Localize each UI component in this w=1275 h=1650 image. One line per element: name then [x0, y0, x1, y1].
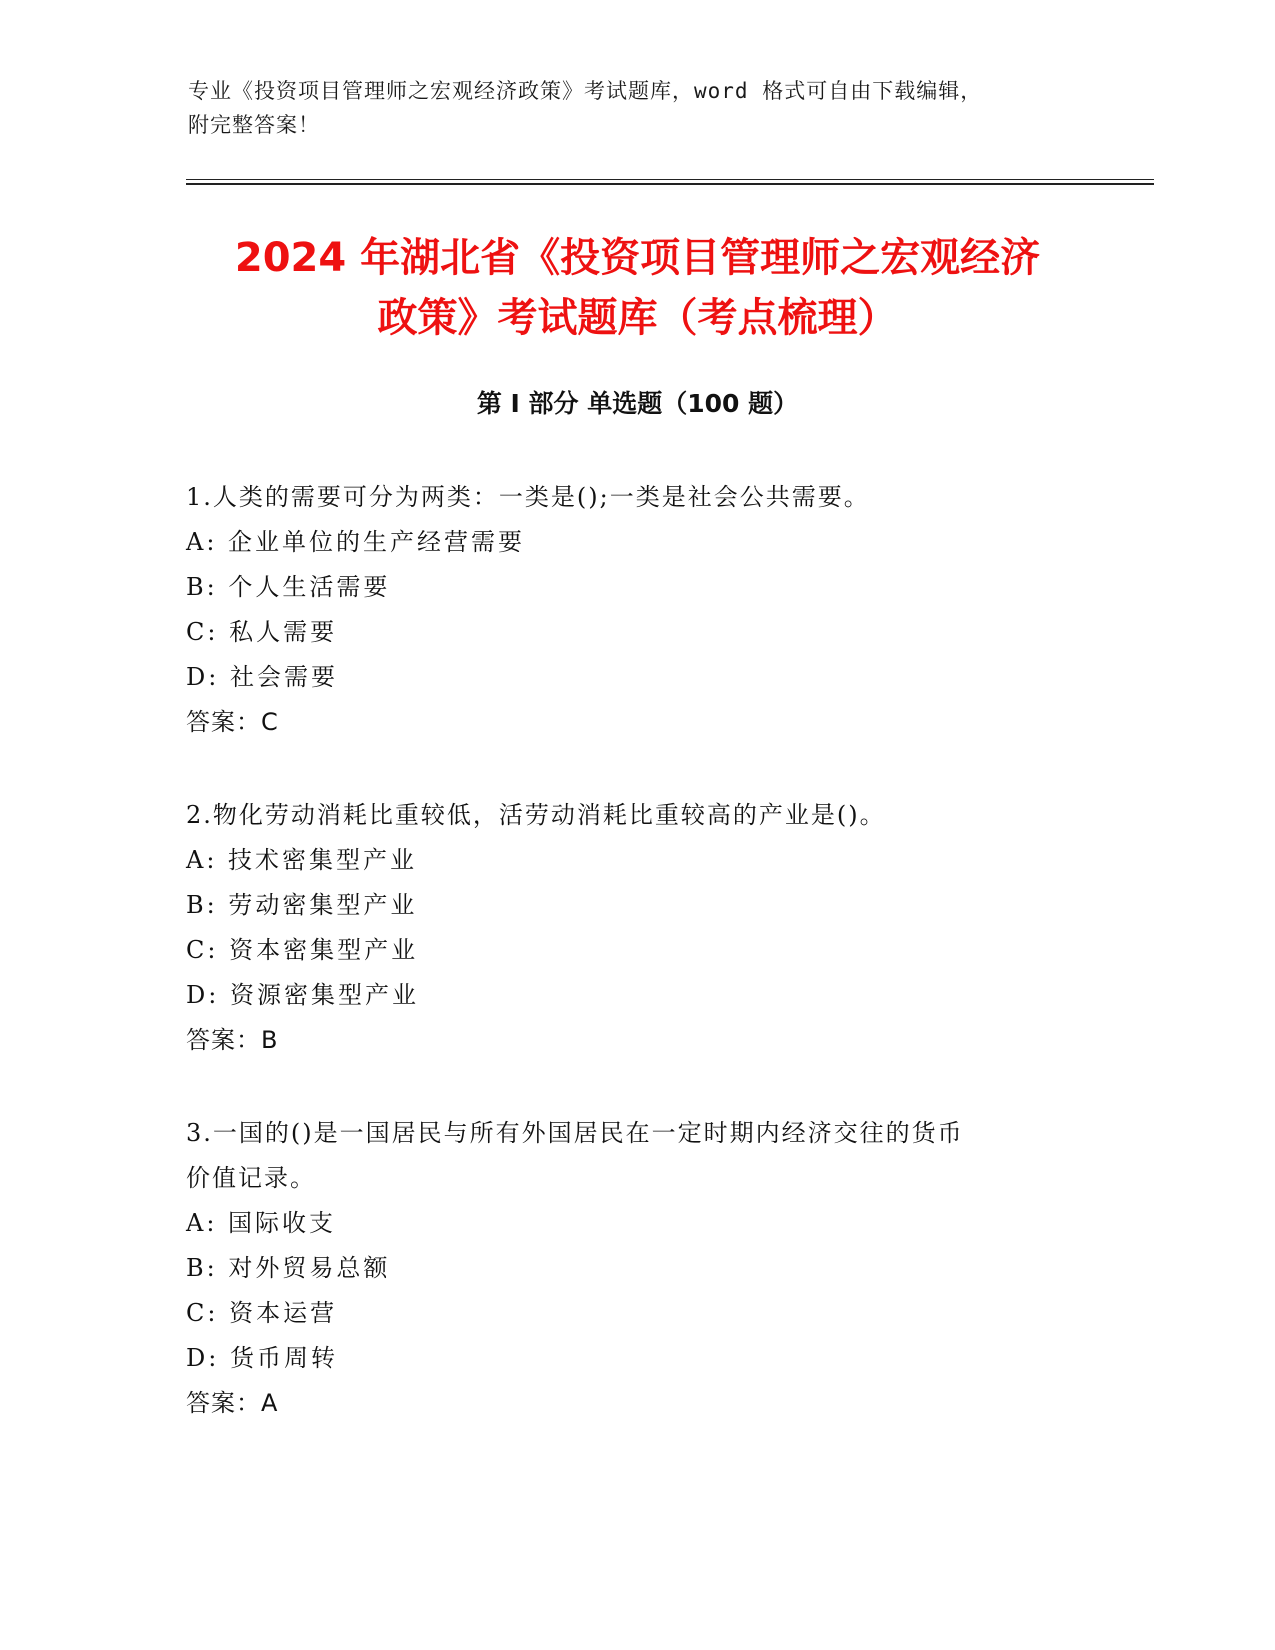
header-note-line-2: 附完整答案！: [188, 113, 320, 137]
question-2: [186, 793, 1086, 1063]
answer: 答案：C: [186, 708, 279, 736]
header-note: [188, 74, 1068, 142]
section-heading: 第 I 部分 单选题（100 题）: [476, 389, 799, 418]
option-c: C: 资本运营: [186, 1299, 338, 1327]
option-c: C: 私人需要: [186, 618, 338, 646]
option-d: D: 货币周转: [186, 1344, 338, 1372]
option-a: A: 国际收支: [186, 1209, 337, 1237]
option-d: D: 社会需要: [186, 663, 338, 691]
header-note-line-1: 专业《投资项目管理师之宏观经济政策》考试题库，word 格式可自由下载编辑，: [188, 79, 983, 103]
option-d: D: 资源密集型产业: [186, 981, 419, 1009]
option-a: A: 技术密集型产业: [186, 846, 418, 874]
question-stem-line-2: 价值记录。: [186, 1164, 316, 1192]
header-divider-thin: [186, 179, 1154, 180]
document-title: [150, 228, 1125, 348]
question-stem-line-1: 3.一国的()是一国居民与所有外国居民在一定时期内经济交往的货币: [186, 1119, 964, 1147]
header-divider-thick: [186, 183, 1154, 185]
answer: 答案：B: [186, 1026, 279, 1054]
option-b: B: 个人生活需要: [186, 573, 391, 601]
question-3: [186, 1111, 1086, 1426]
answer: 答案：A: [186, 1389, 279, 1417]
document-title-line-2: 政策》考试题库（考点梳理）: [377, 295, 898, 341]
option-a: A: 企业单位的生产经营需要: [186, 528, 526, 556]
question-stem: 2.物化劳动消耗比重较低，活劳动消耗比重较高的产业是()。: [186, 801, 886, 829]
question-stem: 1.人类的需要可分为两类：一类是();一类是社会公共需要。: [186, 483, 870, 511]
option-b: B: 劳动密集型产业: [186, 891, 418, 919]
option-b: B: 对外贸易总额: [186, 1254, 391, 1282]
question-1: [186, 475, 1086, 745]
document-title-line-1: 2024 年湖北省《投资项目管理师之宏观经济: [234, 235, 1041, 281]
option-c: C: 资本密集型产业: [186, 936, 419, 964]
